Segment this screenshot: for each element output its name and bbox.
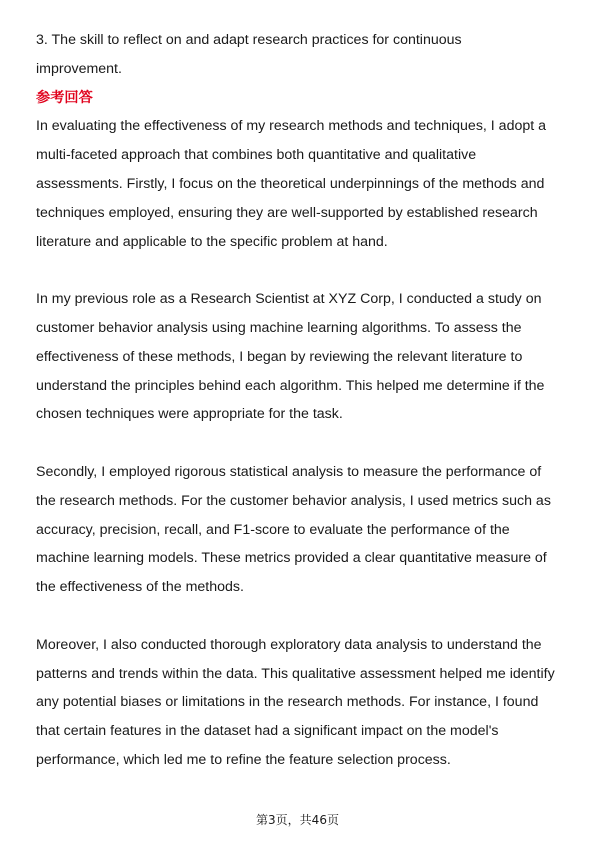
intro-line-2: improvement.	[36, 60, 122, 77]
intro-line-1: 3. The skill to reflect on and adapt research practices for continuous	[36, 32, 462, 48]
page-content	[36, 26, 564, 775]
page-number-footer: 第3页，共46页	[256, 813, 339, 827]
answer-heading: 参考回答	[36, 89, 93, 106]
answer-paragraph-4: Moreover, I also conducted thorough exploratory data analysis to understand the patterns and trends within the data. This qualitative assessment helped me identify any potential biases or limitations in the research methods. For instance, I found that certain features in the dataset had a significant impact on the model's performance, which led me to refine the feature selection process.	[36, 636, 555, 768]
answer-paragraph-2: In my previous role as a Research Scientist at XYZ Corp, I conducted a study on customer behavior analysis using machine learning algorithms. To assess the effectiveness of these methods, I began by reviewing the relevant literature to understand the principles behind each algorithm. This helped me determine if the chosen techniques were appropriate for the task.	[36, 291, 545, 423]
answer-paragraph-1: In evaluating the effectiveness of my research methods and techniques, I adopt a multi-faceted approach that combines both quantitative and qualitative assessments. Firstly, I focus on the theoretical underpinnings of the methods and techniques employed, ensuring they are well-supported by established research literature and applicable to the specific problem at hand.	[36, 118, 547, 250]
answer-paragraph-3: Secondly, I employed rigorous statistical analysis to measure the performance of the research methods. For the customer behavior analysis, I used metrics such as accuracy, precision, recall, and F1-score to evaluate the performance of the machine learning models. These metrics provided a clear quantitative measure of the effectiveness of the methods.	[36, 463, 551, 596]
